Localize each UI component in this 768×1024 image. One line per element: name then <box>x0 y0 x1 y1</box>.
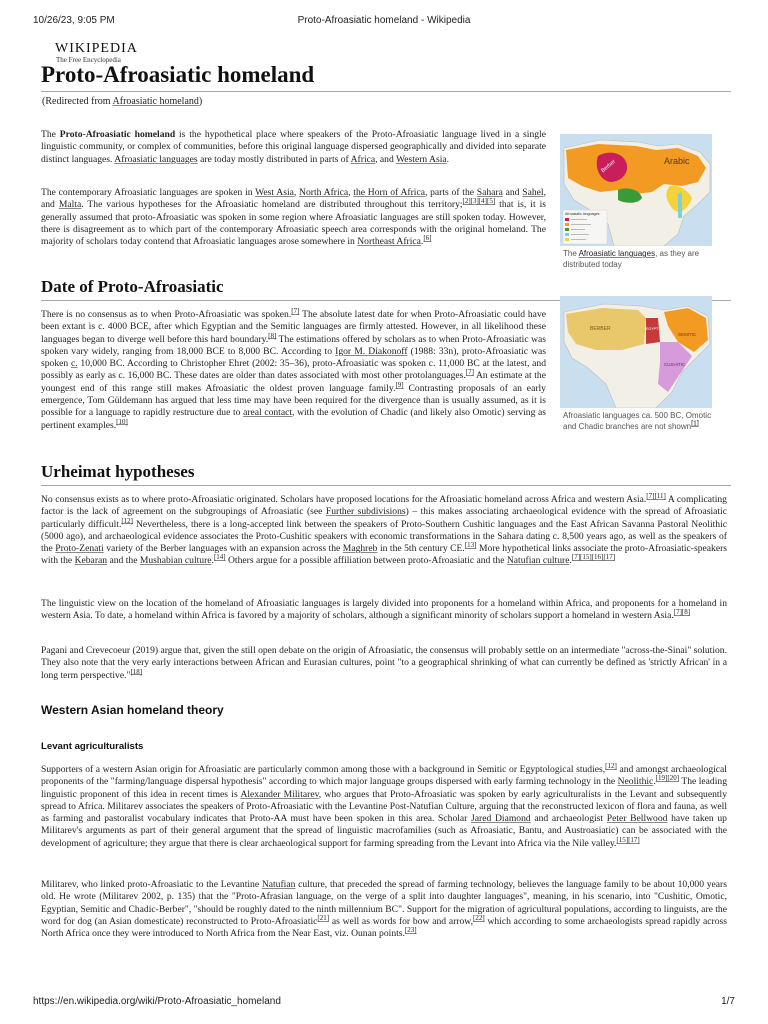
citation[interactable]: [12] <box>605 761 617 770</box>
heading-urheimat: Urheimat hypotheses <box>41 462 195 481</box>
link-afroasiatic-languages[interactable]: Afroasiatic languages <box>114 153 198 165</box>
urheimat-paragraph-1: No consensus exists as to where proto-Afroasiatic originated. Scholars have proposed locations for the Afroasiatic homeland across Africa and western Asia.[7][11] A complicating factor is the lack of agreement on the subgroupings of Afroasiatic (see Further subdivisions) – this makes associating archaeological evidence with the spread of Afroasiatic particularly difficult.[12] Nevertheless, there is a long-accepted link between the speakers of Proto-Southern Cushitic languages and the East African Savanna Pastoral Neolithic (5000 ago), and archaeological evidence associates the Proto-Cushitic speakers with economic transformations in the Sahara dating c. 8,500 years ago, as well as the speakers of the Proto-Zenati variety of the Berber languages with an expansion across the Maghreb in the 5th century CE.[13] More hypothetical links associate the proto-Afroasiatic-speakers with the Kebaran and the Mushabian culture.[14] Others argue for a possible affiliation between proto-Afroasiatic and the Natufian culture.[7][15][16][17] <box>41 491 728 567</box>
section-divider <box>41 485 731 486</box>
citation[interactable]: [2][3][4][5] <box>462 197 496 206</box>
link-proto-zenati[interactable]: Proto-Zenati <box>55 543 104 555</box>
levant-paragraph-2: Militarev, who linked proto-Afroasiatic to the Levantine Natufian culture, that preceded the spread of farming technology, believes the language family to be about 10,000 years old. He wrote (Militarev 2002, p. 135) that the "Proto-Afrasian language, on the verge of a split into daughter languages", meaning, in his scenario, into "Cushitic, Omotic, Egyptian, Semitic and Chadic-Berber", "should be roughly dated to the ninth millennium BC". Support for the migration of agricultural populations, according to linguists, are the word for dog (an Asian domesticate) reconstructed to Proto-Afroasiatic[21] as well as words for bow and arrow,[22] which according to some archaeologists spread rapidly across North Africa once they were introduced to North Africa from the Near East, viz. Ounan points.[23] <box>41 879 727 940</box>
link-peter-bellwood[interactable]: Peter Bellwood <box>606 813 668 825</box>
link-jared-diamond[interactable]: Jared Diamond <box>471 813 531 825</box>
citation[interactable]: [14] <box>213 553 226 562</box>
link-natufian[interactable]: Natufian <box>261 879 296 890</box>
link-kebaran[interactable]: Kebaran <box>74 555 108 567</box>
link-circa[interactable]: c. <box>70 358 78 370</box>
link-neolithic[interactable]: Neolithic <box>617 776 654 788</box>
citation[interactable]: [6] <box>423 234 432 242</box>
title-divider <box>41 91 731 92</box>
link-west-asia[interactable]: West Asia <box>255 187 294 198</box>
link-malta[interactable]: Malta <box>58 199 82 211</box>
map-label-cushitic: CUSHITIC <box>664 362 686 367</box>
citation[interactable]: [21] <box>317 913 330 922</box>
page-title: Proto-Afroasiatic homeland <box>41 62 315 87</box>
citation[interactable]: [12] <box>121 516 134 525</box>
urheimat-paragraph-2: The linguistic view on the location of the homeland of Afroasiatic languages is largely divided into proponents for a homeland within Africa, and proponents for a homeland in western Asia. To date, a homeland within Africa is favored by a majority of scholars, although a significant minority of scholars support a homeland in western Asia.[7][8] <box>41 598 727 622</box>
citation[interactable]: [8] <box>268 331 277 340</box>
link-north-africa[interactable]: North Africa <box>299 187 349 198</box>
citation[interactable]: [13] <box>464 541 477 549</box>
citation[interactable]: [9] <box>395 380 404 389</box>
citation[interactable]: [18] <box>130 667 143 676</box>
map-legend-title: Afroasiatic languages <box>565 212 600 216</box>
link-western-asia[interactable]: Western Asia <box>396 153 447 165</box>
citation[interactable]: [1] <box>691 419 699 427</box>
heading-date: Date of Proto-Afroasiatic <box>41 277 224 296</box>
link-northeast-africa[interactable]: Northeast Africa <box>357 236 421 248</box>
afroasiatic-distribution-map[interactable] <box>560 134 712 246</box>
print-url: https://en.wikipedia.org/wiki/Proto-Afroasiatic_homeland <box>33 996 281 1007</box>
intro-paragraph-1: The Proto-Afroasiatic homeland is the hypothetical place where speakers of the Proto-Afroasiatic language lived in a single linguistic community, or complex of communities, before this original language dispersed geographically and divided into separate distinct languages. Afroasiatic languages are today mostly distributed in parts of Africa, and Western Asia. <box>41 129 546 165</box>
citation[interactable]: [10] <box>116 417 128 426</box>
citation[interactable]: [15][17] <box>616 835 640 844</box>
link-africa[interactable]: Africa <box>350 153 376 165</box>
citation[interactable]: [7][15][16][17] <box>571 553 616 562</box>
caption-link-afroasiatic[interactable]: Afroasiatic languages <box>578 249 656 258</box>
citation[interactable]: [7][11] <box>646 491 666 500</box>
intro-paragraph-2: The contemporary Afroasiatic languages are spoken in West Asia, North Africa, the Horn of Africa, parts of the Sahara and Sahel, and Malta. The various hypotheses for the Afroasiatic homeland are distributed throughout this territory;[2][3][4][5] that is, it is generally assumed that proto-Afroasiatic was spoken in some region where Afroasiatic languages are still spoken today. However, there is disagreement as to which part of the contemporary Afroasiatic speech area corresponds with the original homeland. The majority of scholars today contend that Afroasiatic languages arose somewhere in Northeast Africa.[6] <box>41 187 546 248</box>
heading-western-asian-homeland: Western Asian homeland theory <box>41 703 224 717</box>
print-page-number: 1/7 <box>721 996 735 1007</box>
link-sahel[interactable]: Sahel <box>522 187 544 198</box>
citation[interactable]: [7] <box>465 368 474 377</box>
map-label-berber: BERBER <box>590 326 611 332</box>
link-further-subdivisions[interactable]: Further subdivisions <box>325 506 406 518</box>
link-natufian-culture[interactable]: Natufian culture <box>506 555 570 567</box>
citation[interactable]: [19][20] <box>655 774 680 783</box>
print-datetime: 10/26/23, 9:05 PM <box>33 15 115 26</box>
citation[interactable]: [7][8] <box>673 608 691 617</box>
wikipedia-wordmark: WIKIPEDIA <box>55 41 138 56</box>
link-mushabian-culture[interactable]: Mushabian culture <box>139 555 212 567</box>
citation[interactable]: [22] <box>473 913 485 922</box>
citation[interactable]: [23] <box>404 926 417 934</box>
urheimat-paragraph-3: Pagani and Crevecoeur (2019) argue that, given the still open debate on the origin of Afroasiatic, the consensus will probably settle on an intermediate "across-the-Sinai" solution. They also note that the very early interactions between African and Eurasian cultures, point "to a geographical shrinking of what can currently be defined as 'strictly African' in a long term perspective."[18] <box>41 645 727 681</box>
link-horn-of-africa[interactable]: the Horn of Africa <box>353 187 425 198</box>
map-label-arabic: Arabic <box>664 156 690 166</box>
link-areal-contact[interactable]: areal contact <box>243 407 293 419</box>
afroasiatic-500bc-map[interactable] <box>560 296 712 408</box>
map-label-berber: Berber <box>600 158 617 175</box>
map-label-semitic: SEMITIC <box>678 332 697 337</box>
redirect-link[interactable]: Afroasiatic homeland <box>112 96 199 107</box>
link-maghreb[interactable]: Maghreb <box>342 543 378 555</box>
figure-1-caption: The Afroasiatic languages, as they are distributed today <box>563 249 700 269</box>
date-paragraph: There is no consensus as to when Proto-Afroasiatic was spoken.[7] The absolute latest date for when Proto-Afroasiatic could have been extant is c. 4000 BCE, after which Egyptian and the Semitic languages are firmly attested. However, in all likelihood these languages began to diverge well before this hard boundary.[8] The estimations offered by scholars as to when Proto-Afroasiatic was spoken vary widely, ranging from 18,000 BCE to 8,000 BC. According to Igor M. Diakonoff (1988: 33n), proto-Afroasiatic was spoken c. 10,000 BC. According to Christopher Ehret (2002: 35–36), proto-Afroasiatic was spoken c. 11,000 BC at the latest, and possibly as early as c. 16,000 BC. These dates are older than dates associated with most other protolanguages.[7] An estimate at the youngest end of this range still makes Afroasiatic the oldest proven language family.[9] Contrasting proposals of an early emergence, Tom Güldemann has argued that less time may have been required for the divergence than is usually assumed, as it is possible for a language to rapidly restructure due to areal contact, with the evolution of Chadic (and likely also Omotic) serving as pertinent examples.[10] <box>41 306 547 431</box>
redirect-notice: (Redirected from Afroasiatic homeland) <box>42 96 203 107</box>
heading-levant-agriculturalists: Levant agriculturalists <box>41 741 144 752</box>
link-igor-diakonoff[interactable]: Igor M. Diakonoff <box>335 345 408 357</box>
link-alexander-militarev[interactable]: Alexander Militarev <box>240 788 319 800</box>
map-label-egyptian: EGYPT. <box>646 327 659 331</box>
figure-2-caption: Afroasiatic languages ca. 500 BC, Omotic and Chadic branches are not shown[1] <box>563 411 712 431</box>
print-page-title: Proto-Afroasiatic homeland - Wikipedia <box>297 15 471 26</box>
wikipedia-tagline: The Free Encyclopedia <box>56 56 121 64</box>
levant-paragraph-1: Supporters of a western Asian origin for Afroasiatic are particularly common among those with a background in Semitic or Egyptological studies,[12] and amongst archaeological proponents of the "farming/language dispersal hypothesis" according to which major language groups dispersed with early farming technology in the Neolithic.[19][20] The leading linguistic proponent of this idea in recent times is Alexander Militarev, who argues that Proto-Afroasiatic was spoken by early agriculturalists in the Levant and subsequently spread to Africa. Militarev associates the speakers of Proto-Afroasiatic with the Levantine Post-Natufian Culture, arguing that the reconstructed lexicon of flora and fauna, as well as farming and pastoralist vocabulary indicates that Proto-AA must have been spoken in this area. Scholar Jared Diamond and archaeologist Peter Bellwood have taken up Militarev's arguments as part of their general argument that the spread of linguistic macrofamilies (such as Afroasiatic, Bantu, and Austroasiatic) can be associated with the development of agriculture; they argue that there is clear archaeological support for farming spreading from the Levant into Africa via the Nile valley.[15][17] <box>41 761 728 849</box>
link-sahara[interactable]: Sahara <box>476 187 503 198</box>
citation[interactable]: [7] <box>291 306 300 315</box>
wikipedia-logo[interactable] <box>55 41 138 64</box>
